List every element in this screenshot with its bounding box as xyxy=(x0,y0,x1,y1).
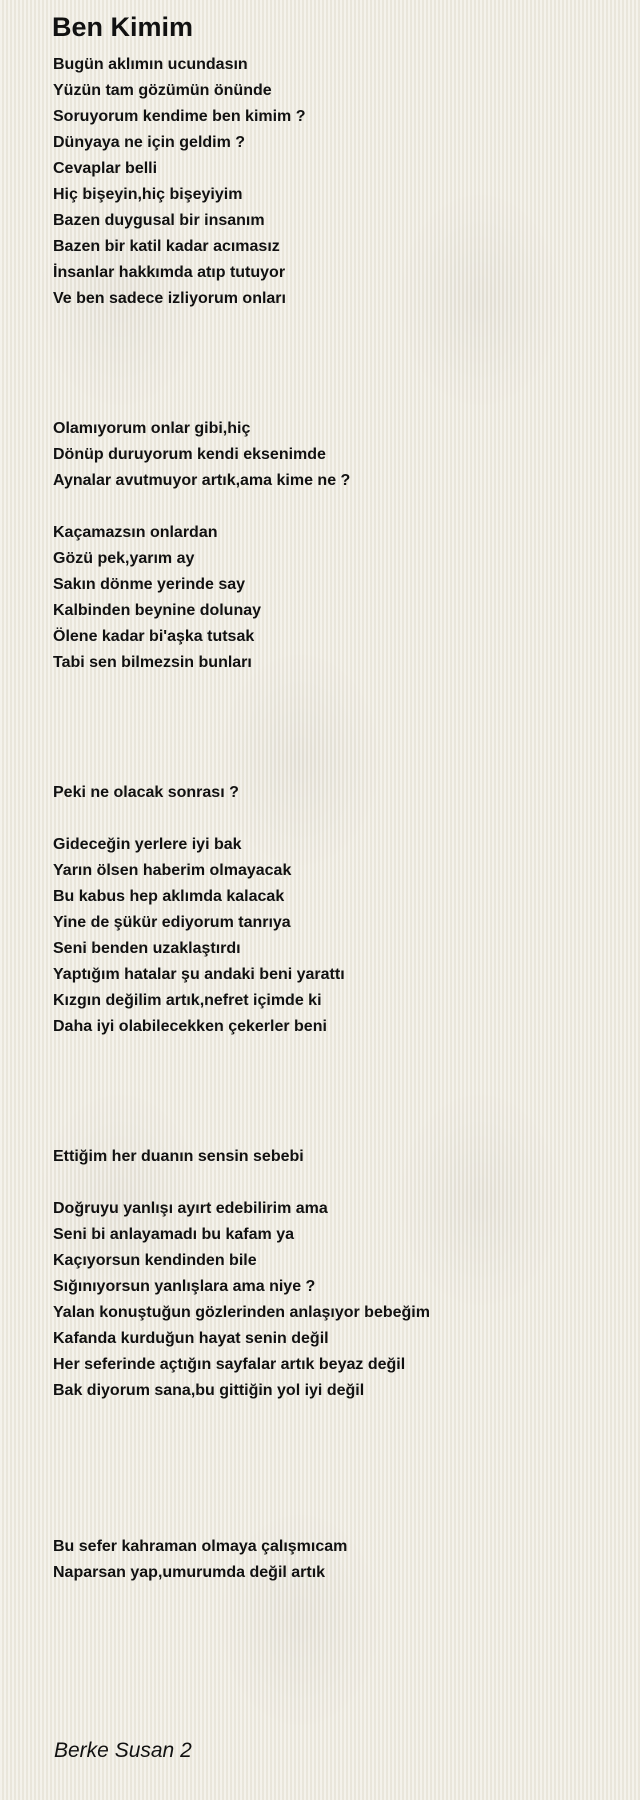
poem-line: Yüzün tam gözümün önünde xyxy=(53,82,272,99)
poem-line: Yalan konuştuğun gözlerinden anlaşıyor bebeğim xyxy=(53,1304,430,1321)
poem-line: Gideceğin yerlere iyi bak xyxy=(53,836,242,853)
stanza xyxy=(53,832,613,1040)
poem-line: Ve ben sadece izliyorum onları xyxy=(53,290,286,307)
poem-line: Kaçıyorsun kendinden bile xyxy=(53,1252,257,1269)
poem-line: Yarın ölsen haberim olmayacak xyxy=(53,862,292,879)
poem-line: Sığınıyorsun yanlışlara ama niye ? xyxy=(53,1278,316,1295)
stanza xyxy=(53,780,613,806)
poem-line: Doğruyu yanlışı ayırt edebilirim ama xyxy=(53,1200,328,1217)
poem-line: Bugün aklımın ucundasın xyxy=(53,56,248,73)
poem-line: Yaptığım hatalar şu andaki beni yarattı xyxy=(53,966,345,983)
poem-line: Hiç bişeyin,hiç bişeyiyim xyxy=(53,186,243,203)
poem-line: Kızgın değilim artık,nefret içimde ki xyxy=(53,992,322,1009)
poem-line: Naparsan yap,umurumda değil artık xyxy=(53,1564,326,1581)
poem-line: Ölene kadar bi'aşka tutsak xyxy=(53,628,255,645)
stanza xyxy=(53,416,613,494)
poem-line: Soruyorum kendime ben kimim ? xyxy=(53,108,306,125)
poem-line: Yine de şükür ediyorum tanrıya xyxy=(53,914,291,931)
poem-line: Dünyaya ne için geldim ? xyxy=(53,134,246,151)
poem-line: Bak diyorum sana,bu gittiğin yol iyi değil xyxy=(53,1382,365,1399)
poem-body xyxy=(53,52,613,1586)
stanza xyxy=(53,52,613,312)
poem-line: Ettiğim her duanın sensin sebebi xyxy=(53,1148,304,1165)
poem-line: Aynalar avutmuyor artık,ama kime ne ? xyxy=(53,472,351,489)
poem-title: Ben Kimim xyxy=(52,12,194,42)
stanza xyxy=(53,520,613,676)
poem-line: İnsanlar hakkımda atıp tutuyor xyxy=(53,264,286,281)
poem-line: Peki ne olacak sonrası ? xyxy=(53,784,239,801)
poem-line: Tabi sen bilmezsin bunları xyxy=(53,654,252,671)
poem-line: Sakın dönme yerinde say xyxy=(53,576,246,593)
poem-line: Seni benden uzaklaştırdı xyxy=(53,940,241,957)
stanza xyxy=(53,1534,613,1586)
poem-line: Bazen bir katil kadar acımasız xyxy=(53,238,280,255)
poem-line: Kalbinden beynine dolunay xyxy=(53,602,262,619)
poem-line: Bu kabus hep aklımda kalacak xyxy=(53,888,285,905)
poem-line: Kafanda kurduğun hayat senin değil xyxy=(53,1330,329,1347)
poem-line: Bu sefer kahraman olmaya çalışmıcam xyxy=(53,1538,348,1555)
stanza xyxy=(53,1196,613,1404)
poem-line: Kaçamazsın onlardan xyxy=(53,524,218,541)
poem-line: Bazen duygusal bir insanım xyxy=(53,212,265,229)
poem-line: Cevaplar belli xyxy=(53,160,158,177)
poem-line: Olamıyorum onlar gibi,hiç xyxy=(53,420,251,437)
poem-line: Gözü pek,yarım ay xyxy=(53,550,195,567)
poem-line: Dönüp duruyorum kendi eksenimde xyxy=(53,446,326,463)
poem-line: Her seferinde açtığın sayfalar artık beyaz değil xyxy=(53,1356,406,1373)
poem-line: Daha iyi olabilecekken çekerler beni xyxy=(53,1018,327,1035)
poem-line: Seni bi anlayamadı bu kafam ya xyxy=(53,1226,294,1243)
author-signature: Berke Susan 2 xyxy=(54,1739,192,1762)
stanza xyxy=(53,1144,613,1170)
